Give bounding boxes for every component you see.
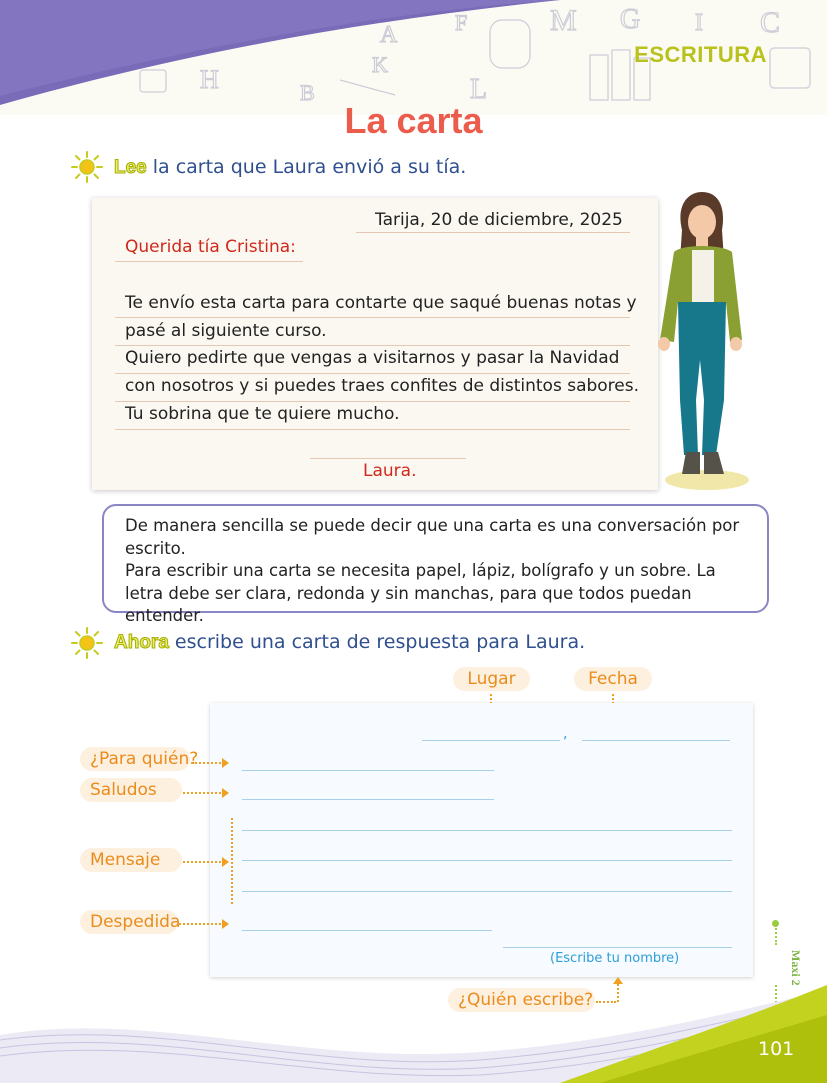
farewell-line — [242, 930, 492, 931]
date-line — [582, 740, 730, 741]
connector — [179, 923, 221, 925]
recipient-line — [242, 770, 494, 771]
letter-date: Tarija, 20 de diciembre, 2025 — [375, 210, 623, 230]
connector — [191, 762, 221, 764]
place-line — [422, 740, 560, 741]
message-line — [242, 860, 732, 861]
page-number: 101 — [758, 1038, 795, 1060]
svg-text:G: G — [620, 4, 641, 35]
message-bracket — [231, 818, 233, 904]
sun-icon — [70, 150, 104, 184]
arrow-right-icon — [222, 758, 229, 768]
greeting-label: Saludos — [80, 778, 182, 802]
instruction-read — [114, 156, 466, 179]
letter-greeting: Querida tía Cristina: — [125, 237, 296, 257]
rule-line — [115, 345, 630, 346]
section-label: ESCRITURA — [634, 42, 767, 67]
arrow-right-icon — [222, 857, 229, 867]
info-box — [102, 504, 769, 625]
writer-label: ¿Quién escribe? — [448, 988, 595, 1012]
svg-text:F: F — [455, 10, 468, 35]
info-text — [125, 515, 757, 628]
rule-line — [356, 232, 630, 233]
svg-text:B: B — [300, 80, 315, 105]
message-line — [242, 830, 732, 831]
svg-text:I: I — [695, 10, 703, 36]
place-label: Lugar — [453, 667, 530, 691]
rule-line — [115, 317, 630, 318]
brand-label: Maxi 2 — [789, 950, 803, 986]
svg-text:C: C — [760, 6, 781, 39]
answer-card — [210, 703, 753, 977]
instruction-write — [114, 631, 585, 654]
arrow-right-icon — [222, 788, 229, 798]
instruction-keyword: Ahora — [114, 632, 169, 653]
name-line — [503, 947, 732, 948]
letter-body-line: Tu sobrina que te quiere mucho. — [125, 404, 400, 424]
letter-signature: Laura. — [363, 461, 417, 481]
rule-line — [115, 401, 630, 402]
letter-body-line: Quiero pedirte que vengas a visitarnos y pasar la Navidad — [125, 348, 620, 368]
instruction-keyword: Lee — [114, 157, 147, 178]
message-line — [242, 891, 732, 892]
date-label: Fecha — [574, 667, 652, 691]
svg-text:K: K — [372, 52, 388, 77]
footer-band — [0, 980, 827, 1083]
rule-line — [115, 373, 630, 374]
dot — [772, 920, 779, 927]
svg-text:A: A — [380, 22, 398, 48]
arrow-right-icon — [222, 919, 229, 929]
connector — [183, 861, 221, 863]
instruction-text: escribe una carta de respuesta para Laura. — [174, 631, 586, 653]
connector — [183, 792, 221, 794]
info-paragraph: De manera sencilla se puede decir que una carta es una conversación por escrito. — [125, 516, 740, 558]
svg-text:L: L — [470, 74, 488, 105]
letter-body-line: con nosotros y si puedes traes confites de distintos sabores. — [125, 376, 640, 396]
girl-illustration — [652, 190, 752, 492]
rule-line — [310, 458, 466, 459]
letter-body-line: pasé al siguiente curso. — [125, 321, 327, 341]
farewell-label: Despedida — [80, 910, 178, 934]
comma-mark: , — [563, 726, 568, 742]
svg-text:H: H — [200, 65, 219, 94]
letter-body-line: Te envío esta carta para contarte que saqué buenas notas y — [125, 293, 637, 313]
page-title: La carta — [344, 100, 483, 141]
instruction-text: la carta que Laura envió a su tía. — [152, 156, 467, 178]
rule-line — [115, 261, 303, 262]
name-hint: (Escribe tu nombre) — [550, 951, 680, 966]
recipient-label: ¿Para quién? — [80, 747, 190, 771]
info-paragraph: Para escribir una carta se necesita papel, lápiz, bolígrafo y un sobre. La letra debe ser clara, redonda y sin manchas, para que todos puedan entender. — [125, 561, 716, 625]
rule-line — [115, 429, 630, 430]
connector — [775, 925, 777, 945]
svg-text:M: M — [550, 4, 577, 37]
message-label: Mensaje — [80, 848, 182, 872]
sun-icon — [70, 626, 104, 660]
greeting-line — [242, 799, 494, 800]
